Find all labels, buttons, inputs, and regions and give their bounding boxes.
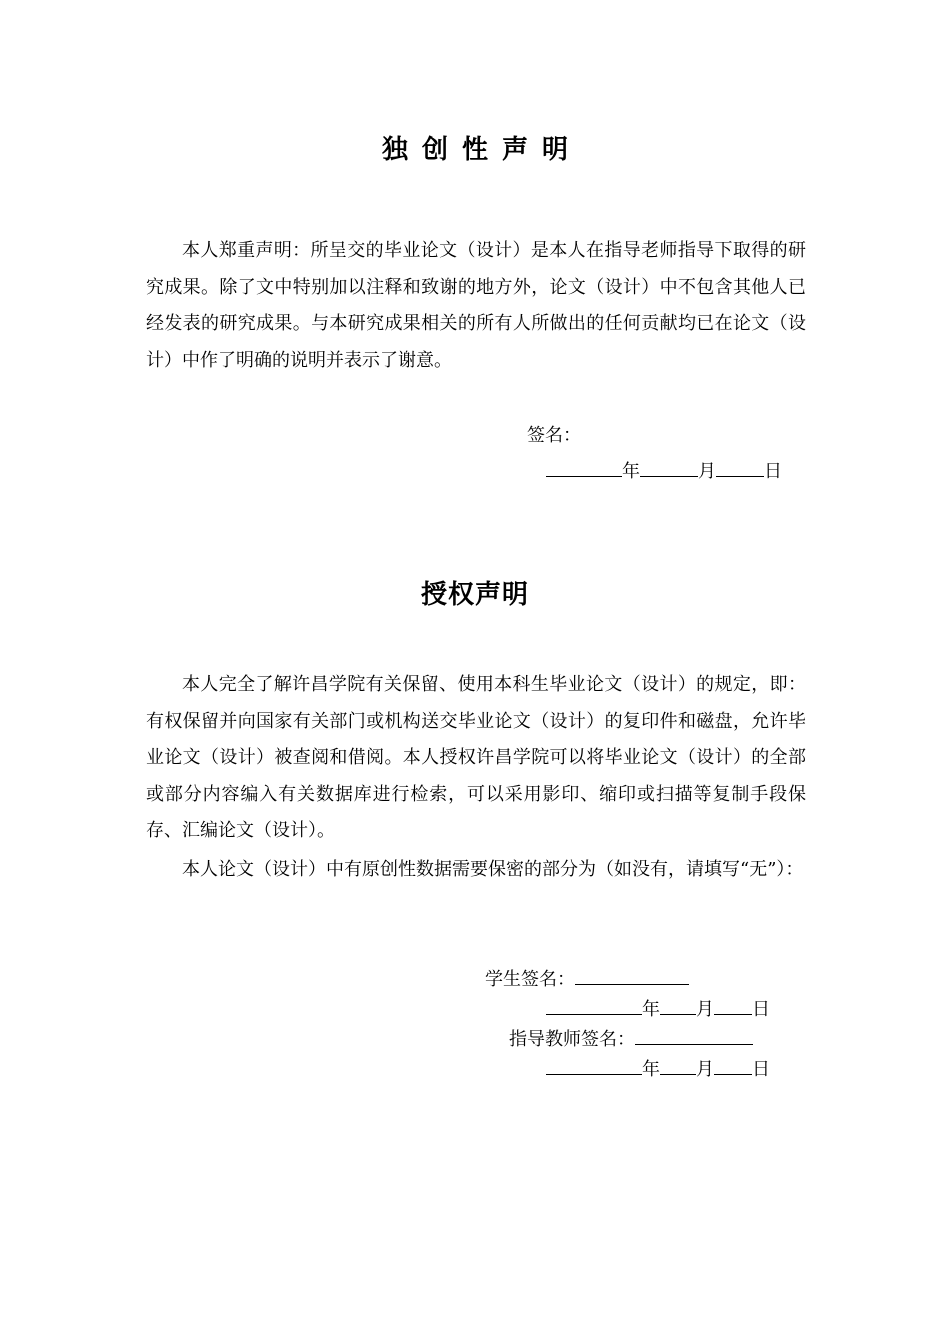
authorization-title: 授权声明 [420, 580, 529, 610]
year-blank [546, 1056, 642, 1075]
month-label: 月 [698, 461, 716, 482]
month-label: 月 [696, 1059, 714, 1080]
originality-date-line [546, 458, 782, 484]
signature-label: 签名： [527, 425, 581, 446]
advisor-signature-label: 指导教师签名： [509, 1029, 635, 1050]
day-label: 日 [752, 999, 770, 1020]
authorization-statement: 本人完全了解许昌学院有关保留、使用本科生毕业论文（设计）的规定，即：有权保留并向国家有关部门或机构送交毕业论文（设计）的复印件和磁盘，允许毕业论文（设计）被查阅和借阅。本人授权许昌学院可以将毕业论文（设计）的全部或部分内容编入有关数据库进行检索，可以采用影印、缩印或扫描等复制手段保存、汇编论文（设计）。 [146, 674, 806, 842]
advisor-date-line [546, 1056, 770, 1082]
day-label: 日 [764, 461, 782, 482]
day-blank [714, 1056, 752, 1075]
originality-title: 独创性声明 [381, 135, 582, 165]
student-signature-label: 学生签名： [485, 969, 575, 990]
year-label: 年 [642, 999, 660, 1020]
month-blank [660, 996, 696, 1015]
originality-signature-line [527, 424, 581, 448]
confidential-data-statement: 本人论文（设计）中有原创性数据需要保密的部分为（如没有，请填写“无”）： [182, 859, 804, 880]
year-blank [546, 996, 642, 1015]
originality-statement: 本人郑重声明：所呈交的毕业论文（设计）是本人在指导老师指导下取得的研究成果。除了文中特别加以注释和致谢的地方外，论文（设计）中不包含其他人已经发表的研究成果。与本研究成果相关的所有人所做出的任何贡献均已在论文（设计）中作了明确的说明并表示了谢意。 [146, 240, 806, 371]
day-label: 日 [752, 1059, 770, 1080]
student-signature-line [485, 966, 689, 992]
day-blank [716, 458, 764, 477]
advisor-signature-blank [635, 1026, 753, 1045]
year-blank [546, 458, 622, 477]
student-date-line [546, 996, 770, 1022]
month-blank [660, 1056, 696, 1075]
month-blank [640, 458, 698, 477]
year-label: 年 [622, 461, 640, 482]
student-signature-blank [575, 966, 689, 985]
day-blank [714, 996, 752, 1015]
advisor-signature-line [509, 1026, 753, 1052]
year-label: 年 [642, 1059, 660, 1080]
month-label: 月 [696, 999, 714, 1020]
